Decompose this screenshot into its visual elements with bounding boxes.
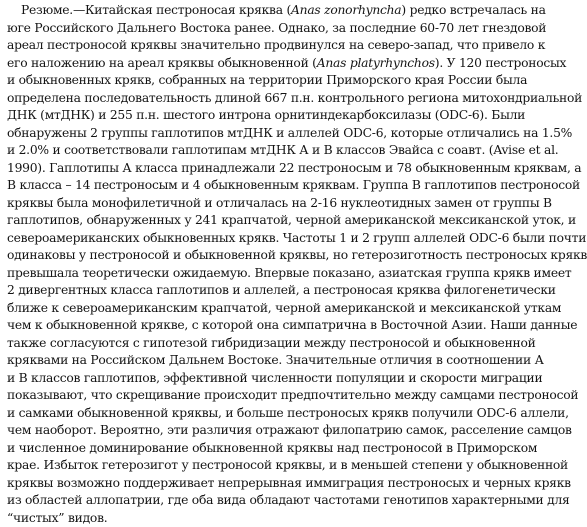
- abstract-line: и самками обыкновенной кряквы, и больше пестроносых крякв получили ODC-6 аллели,: [7, 405, 514, 423]
- abstract-line: ближе к североамериканским крапчатой, черной американской и мексиканской уткам: [7, 300, 514, 318]
- abstract-line: кряквами на Российском Дальнем Востоке. Значительные отличия в соотношении А: [7, 352, 514, 370]
- abstract-line: и 2.0% и соответствовали гаплотипам мтДНК А и В классов Эвайса с соавт. (Avise et al.: [7, 142, 514, 160]
- abstract-line: обнаружены 2 группы гаплотипов мтДНК и аллелей ODC-6, которые отличались на 1.5%: [7, 125, 514, 143]
- abstract-line: одинаковы у пестроносой и обыкновенной кряквы, но гетерозиготность пестроносых крякв: [7, 247, 514, 265]
- abstract-line: кряквы была монофилетичной и отличалась на 2-16 нуклеотидных замен от группы В: [7, 195, 514, 213]
- abstract-line: В класса – 14 пестроносым и 4 обыкновенным кряквам. Группа В гаплотипов пестроносой: [7, 177, 514, 195]
- abstract-line: ДНК (мтДНК) и 255 п.н. шестого интрона орнитиндекарбоксилазы (ODC-6). Были: [7, 107, 514, 125]
- species-name: Anas platyrhynchos: [317, 56, 435, 70]
- abstract-line: ареал пестроносой кряквы значительно продвинулся на северо-запад, что привело к: [7, 37, 514, 55]
- abstract-line: также согласуются с гипотезой гибридизации между пестроносой и обыкновенной: [7, 335, 514, 353]
- abstract-line: 2 дивергентных класса гаплотипов и аллелей, а пестроносая кряква филогенетически: [7, 282, 514, 300]
- abstract-line: кряквы возможно поддерживает непрерывная иммиграция пестроносых и черных крякв: [7, 475, 514, 493]
- species-name: Anas zonorhyncha: [291, 3, 401, 17]
- abstract-line: и В классов гаплотипов, эффективной численности популяции и скорости миграции: [7, 370, 514, 388]
- abstract-line: и обыкновенных крякв, собранных на территории Приморского края России была: [7, 72, 514, 90]
- abstract-line: его наложению на ареал кряквы обыкновенной (Anas platyrhynchos). У 120 пестроносых: [7, 55, 514, 73]
- abstract-line: 1990). Гаплотипы А класса принадлежали 22 пестроносым и 78 обыкновенным кряквам, а: [7, 160, 514, 178]
- abstract-line: североамериканских обыкновенных крякв. Частоты 1 и 2 групп аллелей ODC-6 были почти: [7, 230, 514, 248]
- abstract-line: и численное доминирование обыкновенной кряквы над пестроносой в Приморском: [7, 440, 514, 458]
- abstract-line: Резюме.—Китайская пестроносая кряква (Anas zonorhyncha) редко встречалась на: [7, 2, 514, 20]
- abstract-line: определена последовательность длиной 667 п.н. контрольного региона митохондриальной: [7, 90, 514, 108]
- abstract-line: из областей аллопатрии, где оба вида обладают частотами генотипов характерными для: [7, 492, 514, 510]
- abstract-line: “чистых” видов.: [7, 510, 514, 527]
- abstract-line: гаплотипов, обнаруженных у 241 крапчатой, черной американской мексиканской уток, и: [7, 212, 514, 230]
- abstract-paragraph: [7, 2, 514, 527]
- abstract-line: крае. Избыток гетерозигот у пестроносой кряквы, и в меньшей степени у обыкновенной: [7, 457, 514, 475]
- abstract-line: показывают, что скрещивание происходит предпочтительно между самцами пестроносой: [7, 387, 514, 405]
- abstract-line: чем к обыкновенной крякве, с которой она симпатрична в Восточной Азии. Наши данные: [7, 317, 514, 335]
- abstract-line: чем наоборот. Вероятно, эти различия отражают филопатрию самок, расселение самцов: [7, 422, 514, 440]
- abstract-line: юге Российского Дальнего Востока ранее. Однако, за последние 60-70 лет гнездовой: [7, 20, 514, 38]
- abstract-line: превышала теоретически ожидаемую. Впервые показано, азиатская группа крякв имеет: [7, 265, 514, 283]
